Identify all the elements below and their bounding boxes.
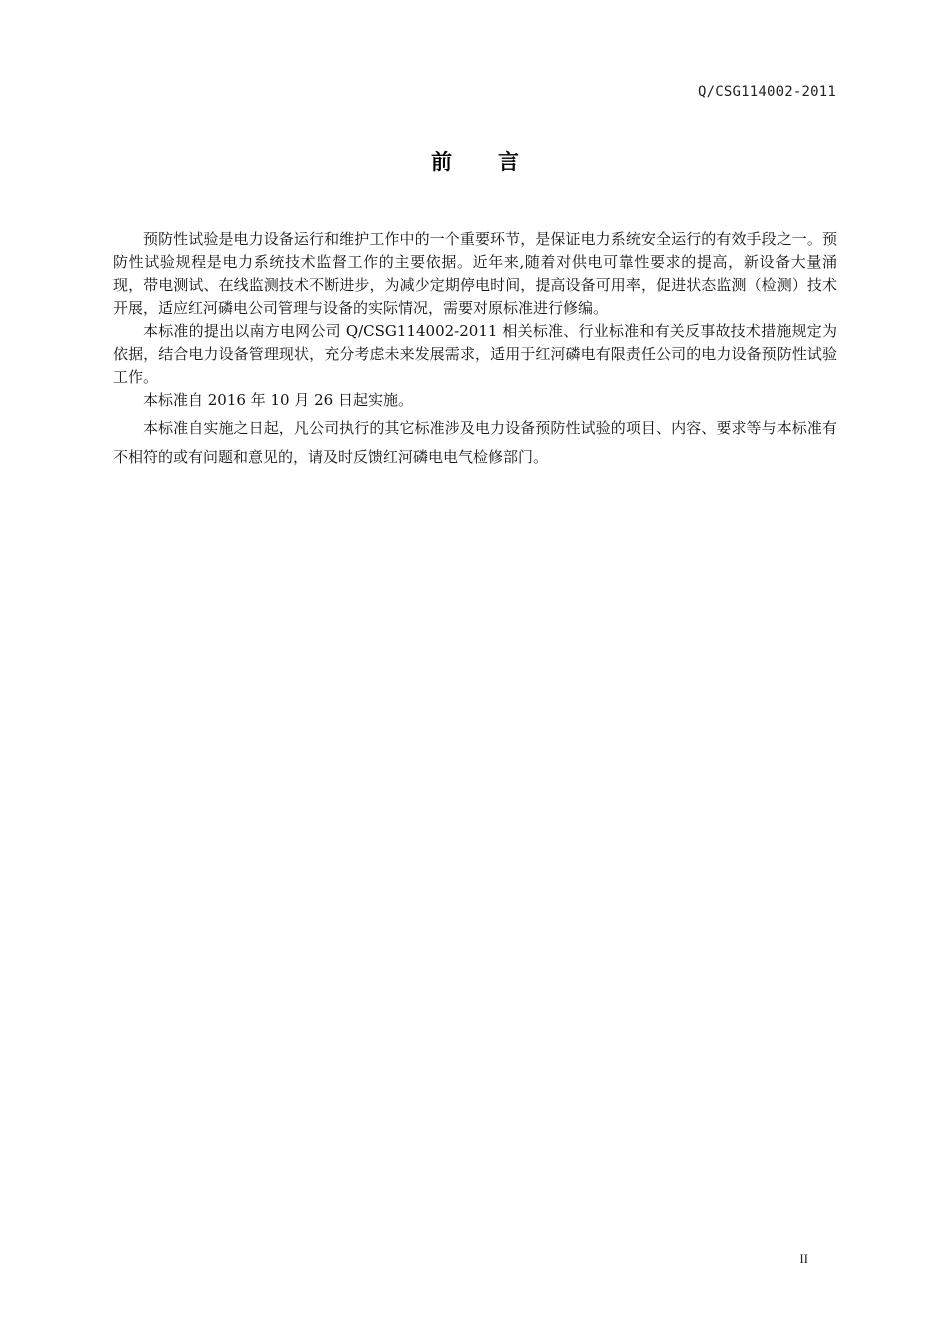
standard-number: Q/CSG114002-2011 xyxy=(697,84,836,100)
paragraph-basis: 本标准的提出以南方电网公司 Q/CSG114002-2011 相关标准、行业标准和有关反事故技术措施规定为依据，结合电力设备管理现状，充分考虑未来发展需求，适用于红河磷电有限责任公司的电力设备预防性试验工作。 xyxy=(113,322,837,386)
paragraph-purpose: 预防性试验是电力设备运行和维护工作中的一个重要环节，是保证电力系统安全运行的有效手段之一。预防性试验规程是电力系统技术监督工作的主要依据。近年来,随着对供电可靠性要求的提高，新设备大量涌现，带电测试、在线监测技术不断进步，为减少定期停电时间，提高设备可用率，促进状态监测（检测）技术开展，适应红河磷电公司管理与设备的实际情况，需要对原标准进行修编。 xyxy=(113,230,837,317)
page-title: 前言 xyxy=(431,150,565,174)
paragraph-feedback: 本标准自实施之日起，凡公司执行的其它标准涉及电力设备预防性试验的项目、内容、要求等与本标准有不相符的或有问题和意见的，请及时反馈红河磷电电气检修部门。 xyxy=(113,419,837,466)
page-number: II xyxy=(799,1251,808,1266)
paragraph-effective-date: 本标准自 2016 年 10 月 26 日起实施。 xyxy=(143,391,413,409)
foreword-body xyxy=(113,228,837,472)
